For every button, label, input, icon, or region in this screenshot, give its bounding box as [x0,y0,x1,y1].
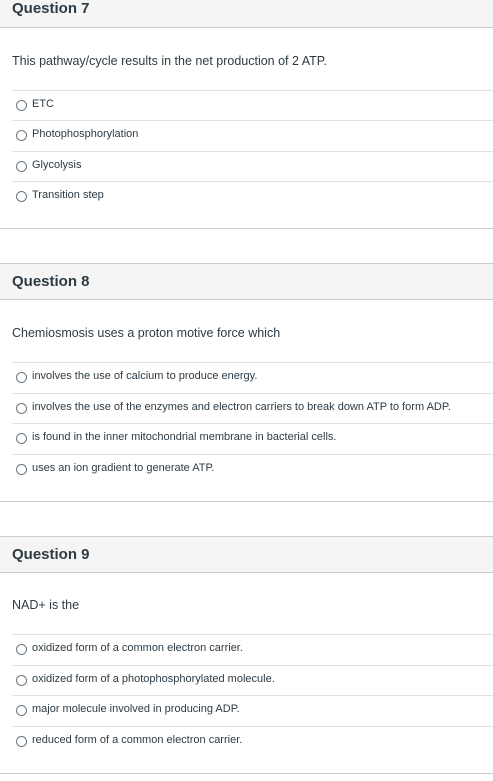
answer-option[interactable] [12,120,493,151]
answer-option[interactable] [12,665,493,696]
answer-label: reduced form of a common electron carrier. [32,734,243,746]
answer-label: involves the use of calcium to produce energy. [32,370,258,382]
radio-button[interactable] [16,736,27,747]
answer-label: major molecule involved in producing ADP. [32,703,240,715]
answer-label: Glycolysis [32,159,82,171]
radio-button[interactable] [16,130,27,141]
radio-button[interactable] [16,372,27,383]
answer-label: oxidized form of a common electron carrier. [32,642,243,654]
answer-option[interactable] [12,695,493,726]
radio-button[interactable] [16,705,27,716]
answer-option[interactable] [12,181,493,212]
question-title: Question 8 [12,273,90,290]
question-text: NAD+ is the [12,598,80,612]
answer-option[interactable] [12,726,493,757]
question-divider [0,228,493,229]
question-text: This pathway/cycle results in the net production of 2 ATP. [12,54,327,68]
answer-option[interactable] [12,423,493,454]
answer-label: oxidized form of a photophosphorylated molecule. [32,673,275,685]
radio-button[interactable] [16,644,27,655]
question-title: Question 9 [12,546,90,563]
answer-option[interactable] [12,362,493,393]
radio-button[interactable] [16,675,27,686]
radio-button[interactable] [16,403,27,414]
answer-option[interactable] [12,454,493,485]
question-divider [0,501,493,502]
question-header [0,0,493,28]
answer-label: Transition step [32,189,104,201]
question-divider [0,773,493,774]
question-header [0,263,493,300]
answer-label: uses an ion gradient to generate ATP. [32,462,215,474]
answer-label: Photophosphorylation [32,128,139,140]
question-title: Question 7 [12,0,90,17]
answer-option[interactable] [12,90,493,121]
radio-button[interactable] [16,100,27,111]
answer-option[interactable] [12,393,493,424]
radio-button[interactable] [16,161,27,172]
answer-option[interactable] [12,634,493,665]
radio-button[interactable] [16,433,27,444]
radio-button[interactable] [16,191,27,202]
answer-label: involves the use of the enzymes and electron carriers to break down ATP to form ADP. [32,401,451,413]
radio-button[interactable] [16,464,27,475]
question-header [0,536,493,573]
answer-option[interactable] [12,151,493,182]
question-text: Chemiosmosis uses a proton motive force which [12,326,281,340]
answer-label: ETC [32,98,54,110]
answer-label: is found in the inner mitochondrial membrane in bacterial cells. [32,431,337,443]
